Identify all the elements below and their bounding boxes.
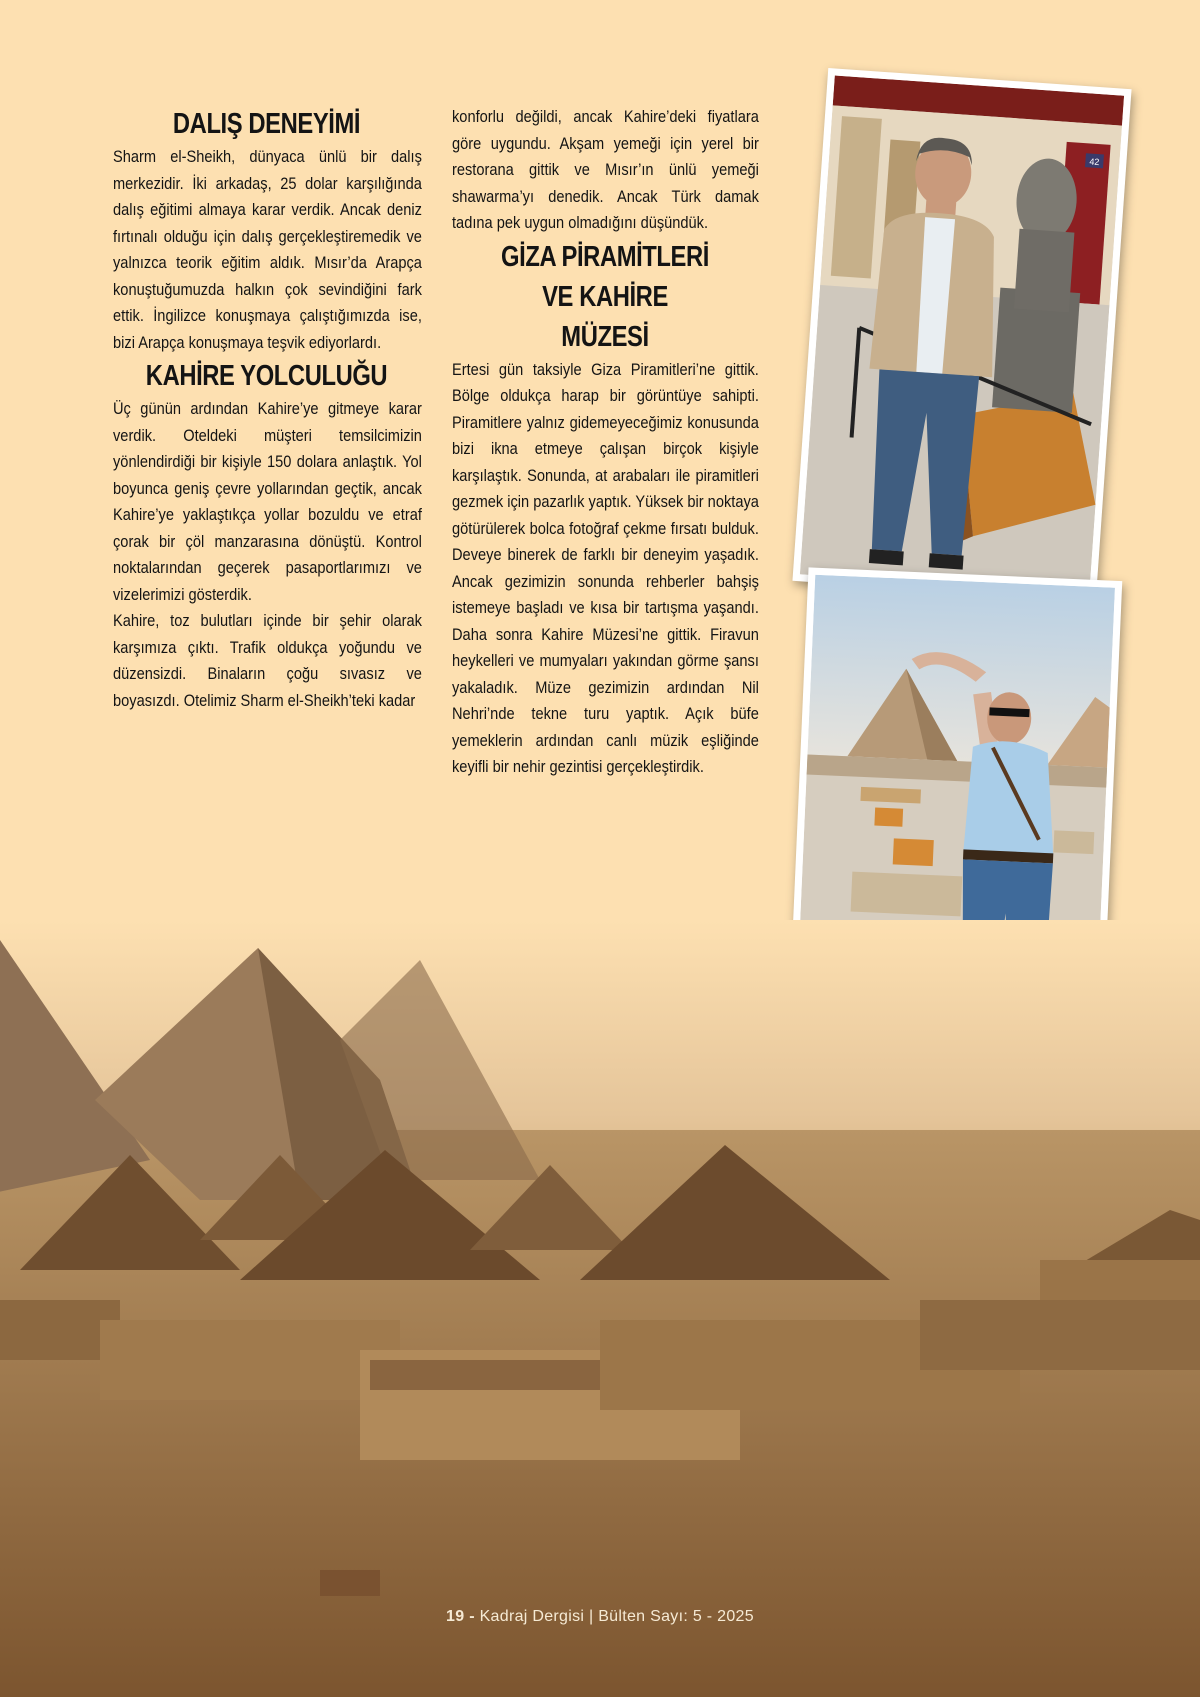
- paragraph-kahire-2: Kahire, toz bulutları içinde bir şehir olarak karşımıza çıktı. Trafik oldukça yoğundu ve düzensizdi. Binaların çoğu sıvasız ve boyasızdı. Otelimiz Sharm el-Sheikh’teki kadar: [113, 611, 422, 710]
- page-footer: [0, 1608, 1200, 1626]
- page-number: 19 -: [446, 1608, 475, 1625]
- museum-exhibit-number: 42: [1089, 156, 1100, 168]
- paragraph-kahire-3: konforlu değildi, ancak Kahire’deki fiyatlara göre uygundu. Akşam yemeği için yerel bir restorana gittik ve Mısır’ın ünlü yemeği shawarma’yı denedik. Ancak Türk damak tadına pek uygun olmadığını düşündük.: [452, 107, 759, 232]
- paragraph-giza: Ertesi gün taksiyle Giza Piramitleri’ne gittik. Bölge oldukça harap bir görüntüye sahipti. Piramitlere yalnız gidemeyeceğimiz konusunda bizi ikna etmeye çalışan birçok kişiyle karşılaştık. Sonunda, at arabaları ile piramitleri gezmek için pazarlık yaptık. Yüksek bir noktaya götürülerek bolca fotoğraf çekme fırsatı bulduk. Deveye binerek de farklı bir deneyim yaşadık. Ancak gezimizin sonunda rehberler bahşiş istemeye başladı ve kısa bir tartışma yaşandı. Daha sonra Kahire Müzesi’ne gittik. Firavun heykelleri ve mumyaları yakından görme şansı yakaladık. Müze gezimizin ardından Nil Nehri’nde tekne turu yaptık. Açık büfe yemeklerin ardından canlı müzik eşliğinde keyifli bir nehir gezintisi gerçekleştirdik.: [452, 359, 759, 776]
- heading-giza-piramitleri: GİZA PİRAMİTLERİ VE KAHİRE MÜZESİ: [500, 240, 709, 353]
- museum-photo: [792, 68, 1131, 602]
- left-column: [113, 104, 420, 714]
- museum-photo-image: [800, 75, 1124, 594]
- footer-text: Kadraj Dergisi | Bülten Sayı: 5 - 2025: [474, 1608, 754, 1625]
- paragraph-kahire-1: Üç günün ardından Kahire’ye gitmeye karar verdik. Oteldeki müşteri temsilcimizin yönlendirdiği bir kişiyle 150 dolara anlaştık. Yol boyunca geniş çevre yollarından geçtik, ancak Kahire’ye yaklaştıkça yollar bozuldu ve etraf çorak bir çöl manzarasına dönüştü. Kontrol noktalarından geçerek pasaportlarımızı ve vizelerimizi gösterdik.: [113, 399, 422, 604]
- ruin-wall-1: [100, 1320, 400, 1400]
- desert-landscape: [0, 920, 1200, 1697]
- heading-dalis-deneyimi: DALIŞ DENEYİMİ: [172, 108, 361, 140]
- heading-kahire-yolculugu: KAHİRE YOLCULUĞU: [145, 360, 388, 392]
- middle-column: [452, 104, 757, 781]
- paragraph-dalis: Sharm el-Sheikh, dünyaca ünlü bir dalış merkezidir. İki arkadaş, 25 dolar karşılığında dalış eğitimi almaya karar verdik. Ancak deniz fırtınalı olduğu için dalış gerçekleştiremedik ve yalnızca teorik eğitim aldık. Mısır’da Arapça konuştuğumuzda halkın çok sevindiğini fark ettik. İngilizce konuşmaya çalıştığımızda ise, bizi Arapça konuşmaya teşvik ediyorlardı.: [113, 147, 422, 352]
